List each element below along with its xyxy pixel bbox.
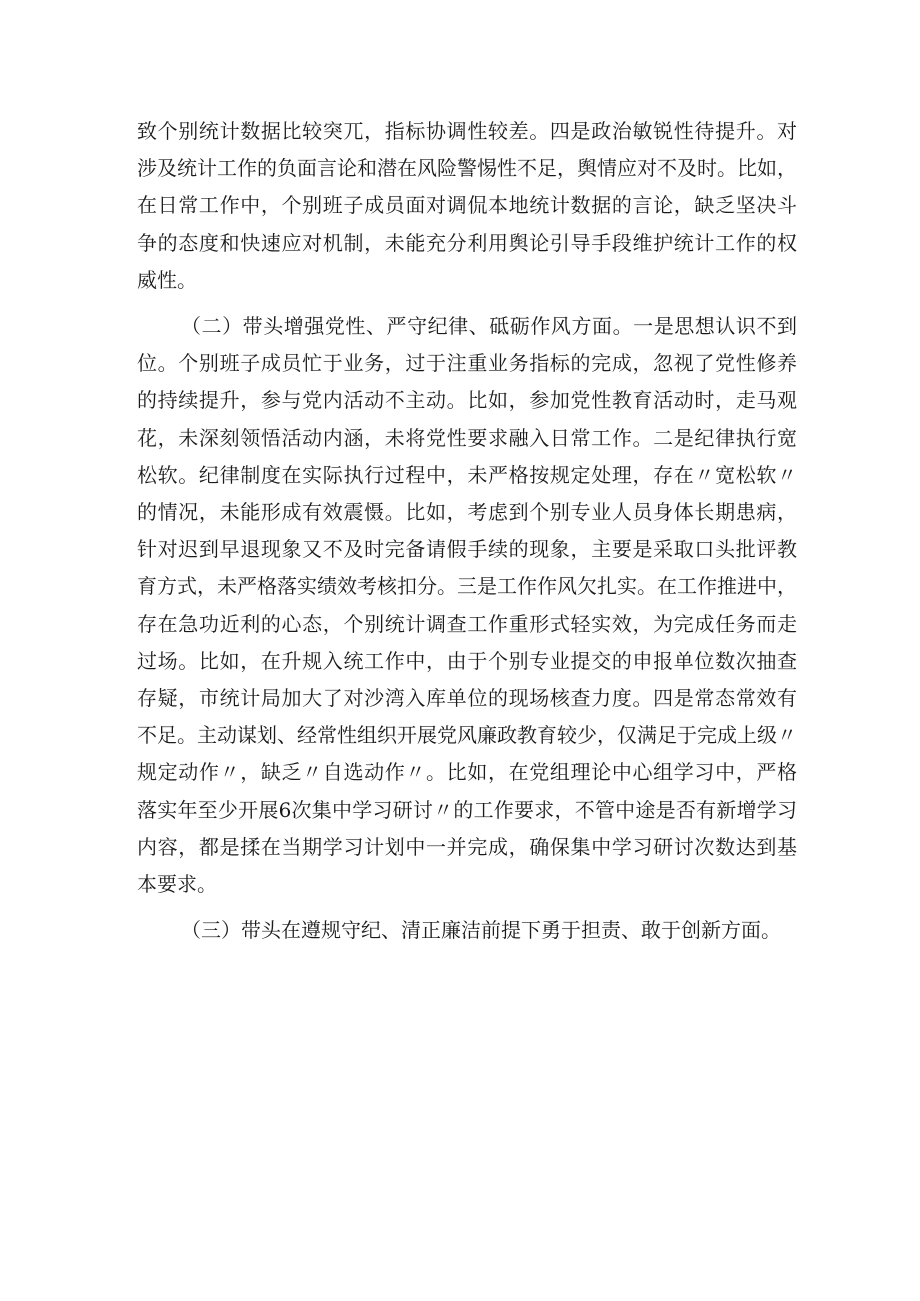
paragraph-line: 规定动作〃，缺乏〃自选动作〃。比如，在党组理论中心组学习中，严格 (137, 760, 797, 785)
paragraph-line: 争的态度和快速应对机制，未能充分利用舆论引导手段维护统计工作的权 (137, 230, 797, 255)
paragraph-line: 育方式，未严格落实绩效考核扣分。三是工作作风欠扎实。在工作推进中， (137, 574, 797, 599)
paragraph-line: 存在急功近利的心态，个别统计调查工作重形式轻实效，为完成任务而走 (137, 611, 797, 636)
paragraph-line: 涉及统计工作的负面言论和潜在风险警惕性不足，舆情应对不及时。比如， (137, 156, 797, 181)
paragraph-line: 的持续提升，参与党内活动不主动。比如，参加党性教育活动时，走马观 (137, 388, 797, 413)
paragraph-1 (137, 113, 797, 299)
paragraph-line: 落实年至少开展6次集中学习研讨〃的工作要求，不管中途是否有新增学习 (137, 797, 797, 822)
paragraph-line: 内容，都是揉在当期学习计划中一并完成，确保集中学习研讨次数达到基 (137, 834, 797, 859)
paragraph-line: 威性。 (137, 267, 197, 292)
paragraph-line: 致个别统计数据比较突兀，指标协调性较差。四是政治敏锐性待提升。对 (137, 119, 797, 143)
paragraph-line: 松软。纪律制度在实际执行过程中，未严格按规定处理，存在〃宽松软〃 (137, 462, 797, 487)
document-body (137, 113, 797, 949)
paragraph-line: 花，未深刻领悟活动内涵，未将党性要求融入日常工作。二是纪律执行宽 (137, 425, 797, 450)
paragraph-line: 本要求。 (137, 872, 217, 897)
paragraph-line: 不足。主动谋划、经常性组织开展党风廉政教育较少，仅满足于完成上级〃 (137, 723, 797, 748)
paragraph-line: 存疑，市统计局加大了对沙湾入库单位的现场核查力度。四是常态常效有 (137, 686, 797, 711)
paragraph-line: （三）带头在遵规守纪、清正廉洁前提下勇于担责、敢于创新方面。 (181, 918, 781, 943)
paragraph-line: 位。个别班子成员忙于业务，过于注重业务指标的完成，忽视了党性修养 (137, 351, 797, 376)
paragraph-line: 的情况，未能形成有效震慑。比如，考虑到个别专业人员身体长期患病， (137, 500, 797, 525)
paragraph-line: 在日常工作中，个别班子成员面对调侃本地统计数据的言论，缺乏坚决斗 (137, 193, 797, 218)
paragraph-line: 针对迟到早退现象又不及时完备请假手续的现象，主要是采取口头批评教 (137, 537, 797, 562)
paragraph-line: 过场。比如，在升规入统工作中，由于个别专业提交的申报单位数次抽查 (137, 648, 797, 673)
paragraph-line: （二）带头增强党性、严守纪律、砥砺作风方面。一是思想认识不到 (181, 314, 797, 339)
paragraph-3 (137, 912, 797, 949)
paragraph-2 (137, 308, 797, 903)
